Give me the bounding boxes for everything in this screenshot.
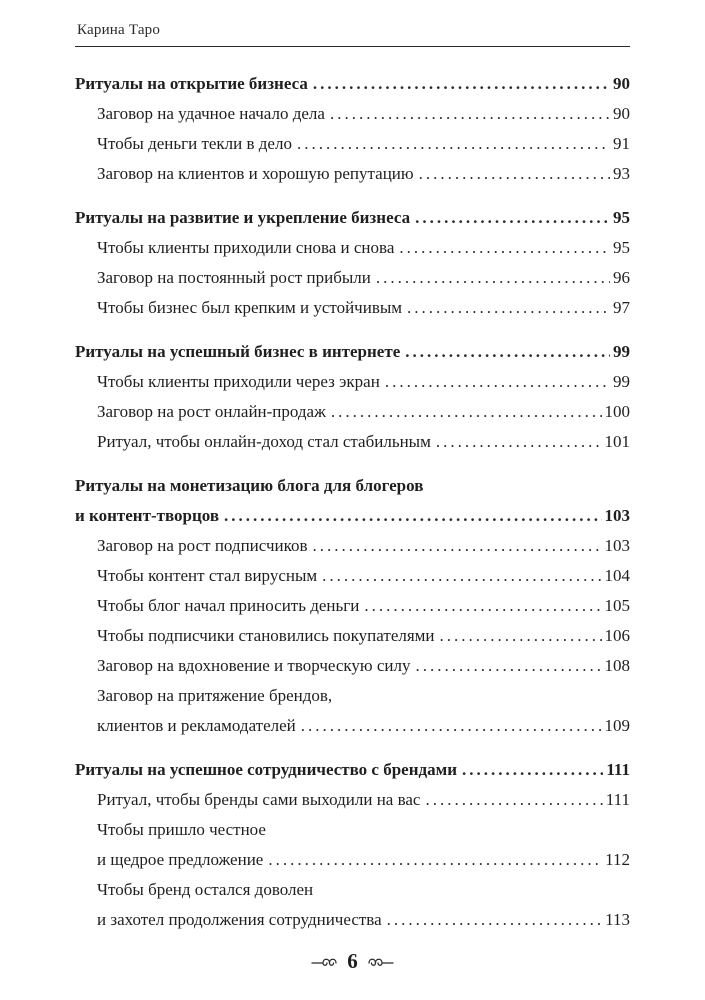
toc-item-row: [97, 427, 630, 457]
toc-item-row: [97, 815, 630, 845]
toc-item-page-number: 103: [604, 536, 630, 555]
toc-item-page-number: 100: [604, 402, 630, 421]
toc-item: [75, 531, 630, 561]
toc-section: [75, 337, 630, 457]
toc-section-title-row: [75, 69, 630, 99]
toc-item: [75, 99, 630, 129]
toc-item: [75, 397, 630, 427]
toc-section-title-label: и контент-творцов: [75, 506, 220, 525]
dot-leader: [407, 293, 610, 323]
toc-section: [75, 203, 630, 323]
toc-item-label: Заговор на постоянный рост прибыли: [97, 268, 371, 287]
scroll-flourish-icon: [367, 956, 394, 968]
toc-item-row: [97, 159, 630, 189]
toc-item-label: Заговор на клиентов и хорошую репутацию: [97, 164, 414, 183]
toc-item-page-number: 109: [604, 716, 630, 735]
toc-item-row: [97, 651, 630, 681]
toc-item-row: [97, 99, 630, 129]
dot-leader: [440, 621, 602, 651]
toc-item: [75, 233, 630, 263]
toc-item: [75, 651, 630, 681]
toc-item: [75, 129, 630, 159]
page-number: 6: [347, 949, 358, 973]
toc-item: [75, 159, 630, 189]
toc-item-page-number: 93: [613, 164, 630, 183]
toc-section: [75, 471, 630, 741]
dot-leader: [301, 711, 602, 741]
toc-item-row: [97, 367, 630, 397]
toc-section-title: [75, 69, 630, 99]
toc-item: [75, 561, 630, 591]
dot-leader: [415, 203, 610, 233]
toc-section-title-label: Ритуалы на развитие и укрепление бизнеса: [75, 208, 411, 227]
toc-item: [75, 293, 630, 323]
dot-leader: [330, 99, 610, 129]
dot-leader: [385, 367, 610, 397]
dot-leader: [224, 501, 601, 531]
toc-item-page-number: 101: [604, 432, 630, 451]
toc-item-label: Чтобы блог начал приносить деньги: [97, 596, 360, 615]
toc-item-label: Чтобы клиенты приходили через экран: [97, 372, 380, 391]
toc-section-title-label: Ритуалы на монетизацию блога для блогеров: [75, 476, 424, 495]
toc-item-row: [97, 397, 630, 427]
toc-item-label: Чтобы бизнес был крепким и устойчивым: [97, 298, 403, 317]
dot-leader: [297, 129, 610, 159]
toc-item-label: и захотел продолжения сотрудничества: [97, 910, 382, 929]
dot-leader: [436, 427, 602, 457]
dot-leader: [322, 561, 601, 591]
toc-item-page-number: 105: [604, 596, 630, 615]
toc-item: [75, 875, 630, 935]
toc-section-title-label: Ритуалы на успешное сотрудничество с брендами: [75, 760, 457, 779]
toc-section-title-row: [75, 501, 630, 531]
toc-item-label: клиентов и рекламодателей: [97, 716, 296, 735]
toc-item: [75, 591, 630, 621]
toc-item-row: [97, 233, 630, 263]
toc-section-title-page-number: 90: [613, 74, 630, 93]
toc-item-row: [97, 681, 630, 711]
toc-section-title-page-number: 99: [613, 342, 630, 361]
toc-item: [75, 427, 630, 457]
dot-leader: [387, 905, 602, 935]
running-head-author: Карина Таро: [77, 22, 161, 38]
toc-section-title-row: [75, 337, 630, 367]
toc-section-title-row: [75, 471, 630, 501]
dot-leader: [405, 337, 610, 367]
dot-leader: [425, 785, 602, 815]
toc-section-title: [75, 471, 630, 531]
toc-section-title-page-number: 111: [606, 760, 630, 779]
toc-item-label: Заговор на рост подписчиков: [97, 536, 308, 555]
toc-item-row: [97, 711, 630, 741]
toc-item-row: [97, 875, 630, 905]
toc-item-row: [97, 785, 630, 815]
toc-section-title-page-number: 95: [613, 208, 630, 227]
toc-item-page-number: 96: [613, 268, 630, 287]
toc-section-title: [75, 337, 630, 367]
page-header: [75, 22, 630, 47]
toc-item-label: Чтобы контент стал вирусным: [97, 566, 318, 585]
dot-leader: [364, 591, 601, 621]
toc-item: [75, 621, 630, 651]
toc-item-label: Чтобы бренд остался доволен: [97, 880, 314, 899]
toc-section-title-page-number: 103: [604, 506, 630, 525]
toc-item-page-number: 113: [605, 910, 630, 929]
toc-item-row: [97, 531, 630, 561]
toc-item-label: Заговор на рост онлайн-продаж: [97, 402, 326, 421]
toc-item: [75, 815, 630, 875]
toc-item-row: [97, 293, 630, 323]
dot-leader: [313, 531, 602, 561]
dot-leader: [419, 159, 610, 189]
toc-item-page-number: 111: [605, 790, 630, 809]
scroll-flourish-icon: [311, 956, 338, 968]
toc-item-label: Ритуал, чтобы бренды сами выходили на вас: [97, 790, 421, 809]
toc-section: [75, 755, 630, 935]
toc-item-page-number: 108: [604, 656, 630, 675]
toc-section-title-label: Ритуалы на открытие бизнеса: [75, 74, 308, 93]
toc-item-page-number: 106: [604, 626, 630, 645]
toc-item-page-number: 95: [613, 238, 630, 257]
toc-item: [75, 367, 630, 397]
dot-leader: [376, 263, 610, 293]
dot-leader: [331, 397, 602, 427]
toc-item-page-number: 104: [604, 566, 630, 585]
toc-item: [75, 785, 630, 815]
toc-item-page-number: 97: [613, 298, 630, 317]
toc-item-label: Ритуал, чтобы онлайн-доход стал стабильным: [97, 432, 431, 451]
page-footer: [75, 941, 630, 974]
toc-item-page-number: 99: [613, 372, 630, 391]
toc-item-label: Заговор на вдохновение и творческую силу: [97, 656, 411, 675]
toc-item-row: [97, 591, 630, 621]
toc-section-title: [75, 203, 630, 233]
toc-item-label: Чтобы деньги текли в дело: [97, 134, 292, 153]
toc-item-row: [97, 621, 630, 651]
toc-item-label: и щедрое предложение: [97, 850, 264, 869]
toc-item-label: Заговор на притяжение брендов,: [97, 686, 333, 705]
toc-item-page-number: 90: [613, 104, 630, 123]
toc-item-row: [97, 905, 630, 935]
toc-section: [75, 69, 630, 189]
toc-section-title-label: Ритуалы на успешный бизнес в интернете: [75, 342, 401, 361]
dot-leader: [268, 845, 602, 875]
toc-item: [75, 681, 630, 741]
dot-leader: [313, 69, 610, 99]
toc-section-title-row: [75, 203, 630, 233]
toc-section-title-row: [75, 755, 630, 785]
table-of-contents: [75, 47, 630, 941]
dot-leader: [399, 233, 610, 263]
toc-item-page-number: 112: [605, 850, 630, 869]
toc-item-label: Чтобы пришло честное: [97, 820, 266, 839]
toc-item-label: Чтобы подписчики становились покупателями: [97, 626, 435, 645]
toc-item-row: [97, 129, 630, 159]
toc-item-row: [97, 845, 630, 875]
toc-item: [75, 263, 630, 293]
toc-item-label: Заговор на удачное начало дела: [97, 104, 325, 123]
dot-leader: [462, 755, 603, 785]
dot-leader: [415, 651, 601, 681]
toc-item-row: [97, 263, 630, 293]
toc-section-title: [75, 755, 630, 785]
toc-item-label: Чтобы клиенты приходили снова и снова: [97, 238, 395, 257]
toc-item-row: [97, 561, 630, 591]
toc-item-page-number: 91: [613, 134, 630, 153]
